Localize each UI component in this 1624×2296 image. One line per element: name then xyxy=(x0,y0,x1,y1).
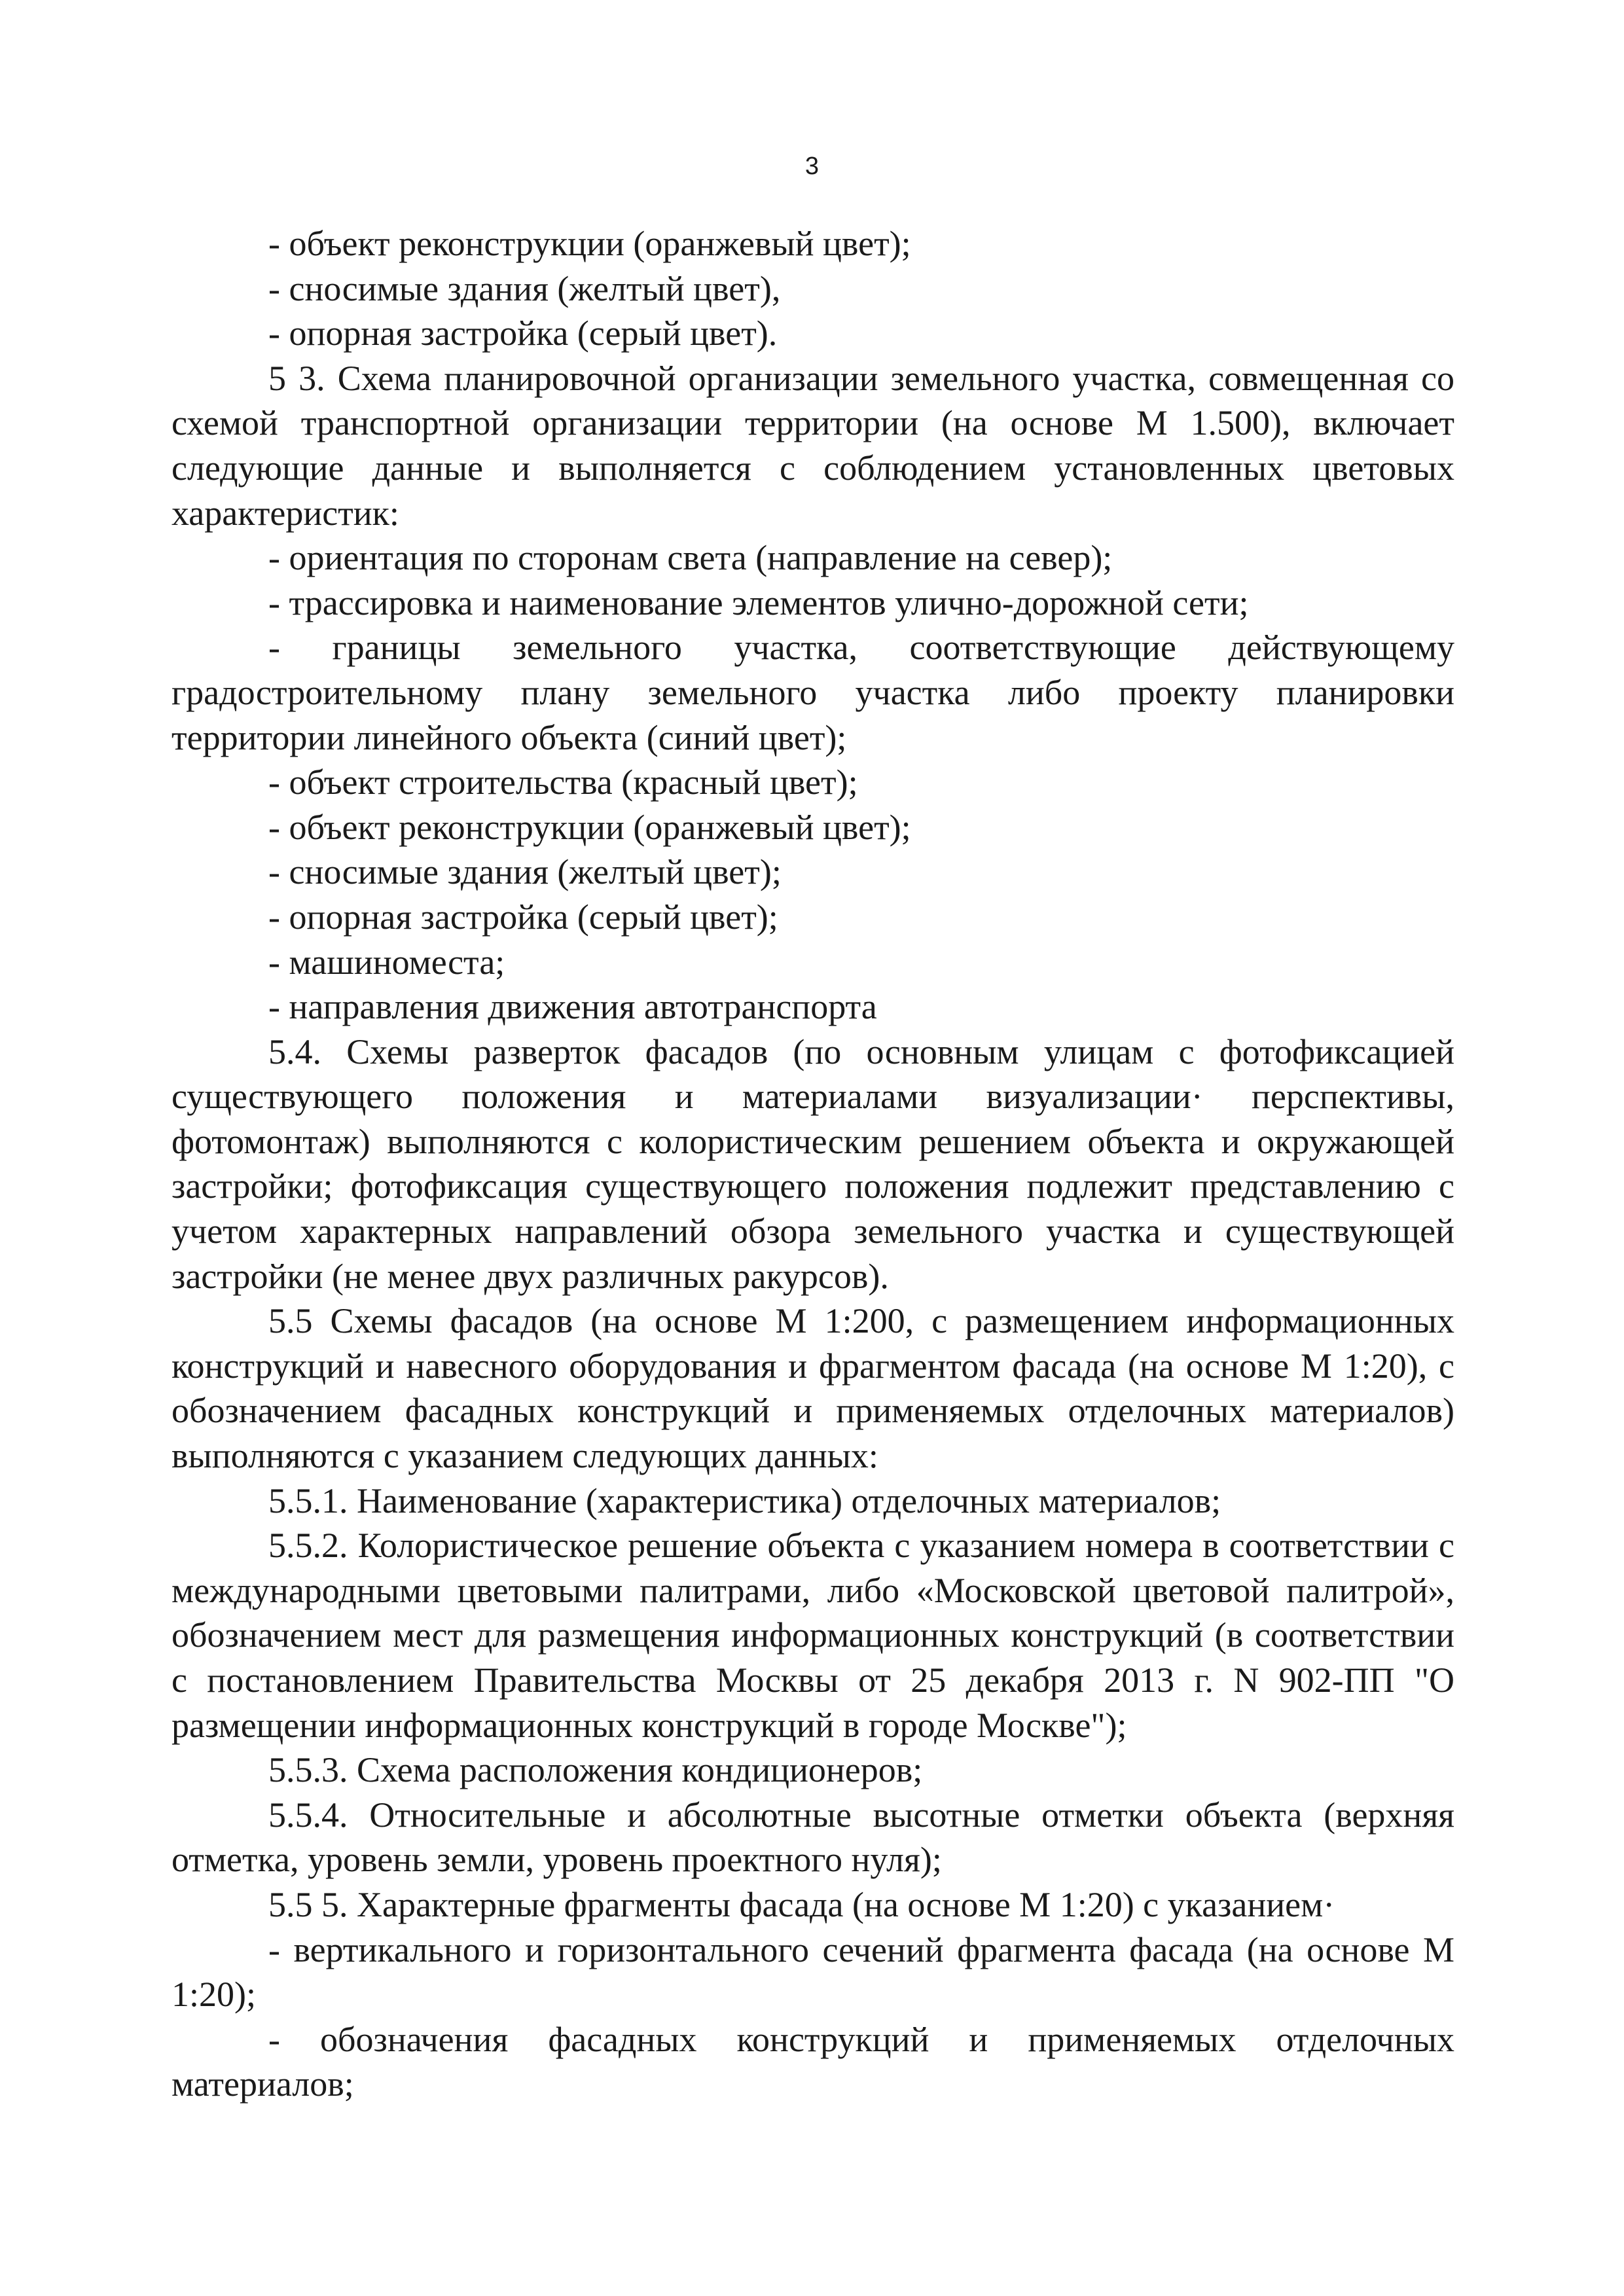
paragraph-section-5-3: 5 3. Схема планировочной организации земельного участка, совмещенная со схемой транспортной организации территории (на основе М 1.500), включает следующие данные и выполняется с соблюдением установленных цветовых характеристик: xyxy=(171,358,1454,533)
document-body xyxy=(171,221,1454,2107)
paragraph-demolished-buildings-2: - сносимые здания (желтый цвет); xyxy=(268,852,782,892)
paragraph-reference-buildings-1: - опорная застройка (серый цвет). xyxy=(268,314,778,353)
paragraph-section-5-4: 5.4. Схемы разверток фасадов (по основным улицам с фотофиксацией существующего положения и материалами визуализации· перспективы, фотомонтаж) выполняются с колористическим решением объекта и окружающей застройки; фотофиксация существующего положения подлежит представлению с учетом характерных направлений обзора земельного участка и существующей застройки (не менее двух различных ракурсов). xyxy=(171,1031,1454,1296)
page-number: 3 xyxy=(804,152,820,180)
paragraph-land-boundaries: - границы земельного участка, соответствующие действующему градостроительному плану земельного участка либо проекту планировки территории линейного объекта (синий цвет); xyxy=(171,628,1454,757)
paragraph-orientation: - ориентация по сторонам света (направление на север); xyxy=(268,538,1113,578)
paragraph-section-5-5-5: 5.5 5. Характерные фрагменты фасада (на основе М 1:20) с указанием· xyxy=(268,1884,1335,1924)
paragraph-traffic-directions: - направления движения автотранспорта xyxy=(268,987,877,1027)
paragraph-section-5-5-3: 5.5.3. Схема расположения кондиционеров; xyxy=(268,1750,923,1790)
paragraph-section-5-5-1: 5.5.1. Наименование (характеристика) отделочных материалов; xyxy=(268,1480,1221,1520)
paragraph-reference-buildings-2: - опорная застройка (серый цвет); xyxy=(268,897,778,937)
paragraph-facade-sections: - вертикального и горизонтального сечений фрагмента фасада (на основе М 1:20); xyxy=(171,1929,1454,2015)
paragraph-street-network: - трассировка и наименование элементов улично-дорожной сети; xyxy=(268,583,1249,622)
paragraph-demolished-buildings-1: - сносимые здания (желтый цвет), xyxy=(268,268,781,308)
paragraph-facade-materials: - обозначения фасадных конструкций и применяемых отделочных материалов; xyxy=(171,2019,1454,2104)
paragraph-reconstruction-object-1: - объект реконструкции (оранжевый цвет); xyxy=(268,224,911,263)
paragraph-section-5-5-4: 5.5.4. Относительные и абсолютные высотные отметки объекта (верхняя отметка, уровень земли, уровень проектного нуля); xyxy=(171,1795,1454,1880)
paragraph-section-5-5: 5.5 Схемы фасадов (на основе М 1:200, с размещением информационных конструкций и навесного оборудования и фрагментом фасада (на основе М 1:20), с обозначением фасадных конструкций и применяемых отделочных материалов) выполняются с указанием следующих данных: xyxy=(171,1301,1454,1476)
paragraph-parking-spaces: - машиноместа; xyxy=(268,942,505,982)
paragraph-reconstruction-object-2: - объект реконструкции (оранжевый цвет); xyxy=(268,807,911,847)
paragraph-section-5-5-2: 5.5.2. Колористическое решение объекта с указанием номера в соответствии с международными цветовыми палитрами, либо «Московской цветовой палитрой», обозначением мест для размещения информационных конструкций (в соответствии с постановлением Правительства Москвы от 25 декабря 2013 г. N 902-ПП "О размещении информационных конструкций в городе Москве"); xyxy=(171,1526,1454,1745)
paragraph-construction-object: - объект строительства (красный цвет); xyxy=(268,762,858,802)
